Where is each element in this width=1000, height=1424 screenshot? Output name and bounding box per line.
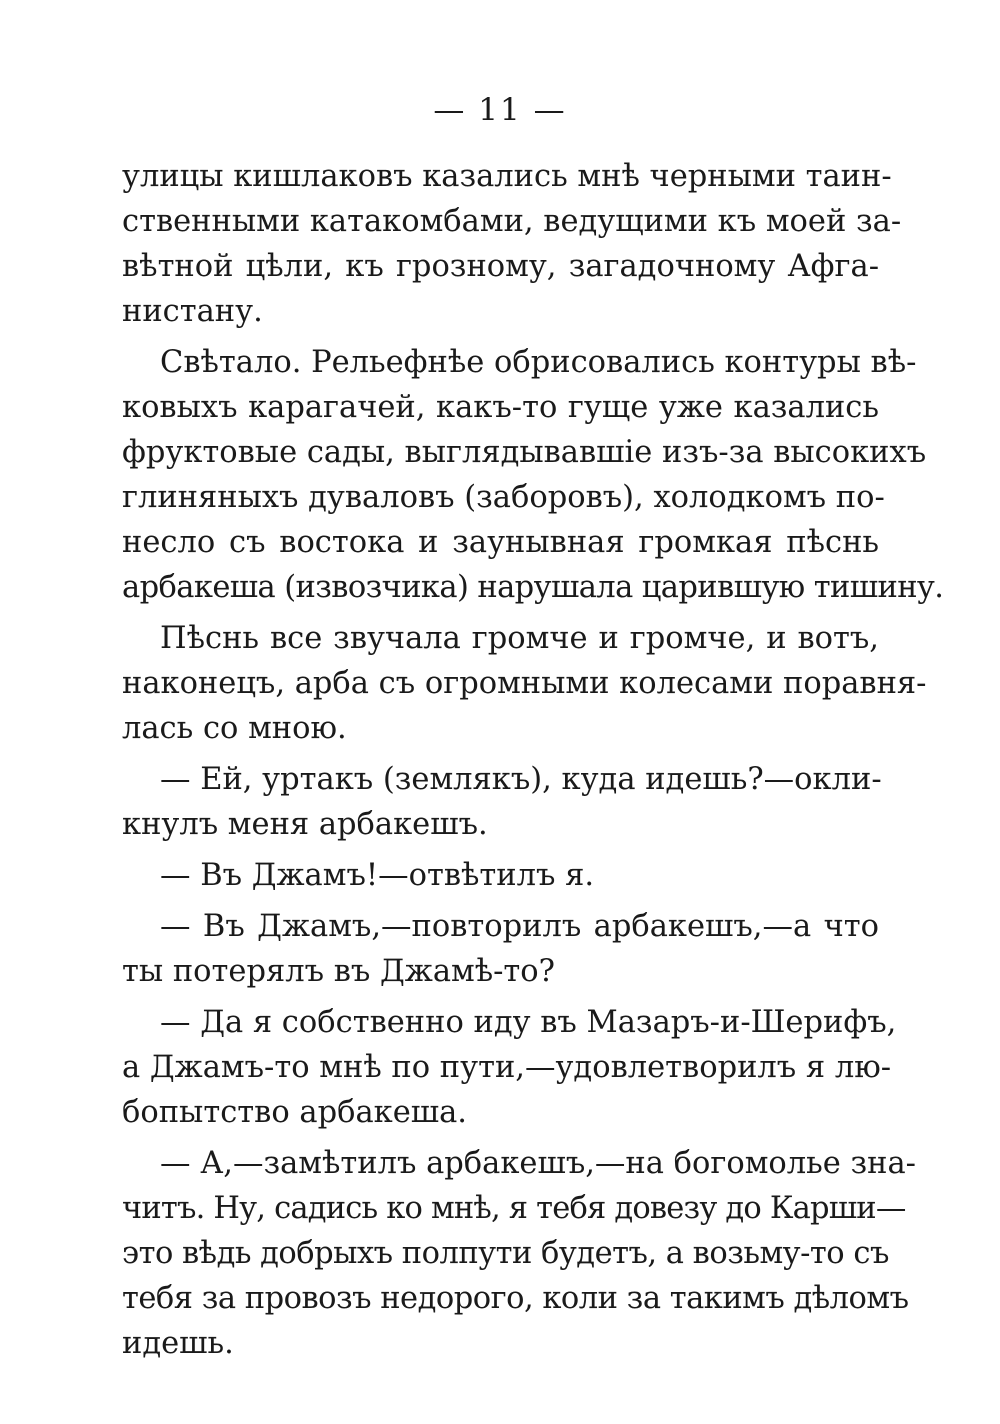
dialogue-line: — Въ Джамъ,—повторилъ арбакешъ,—а что (160, 909, 879, 944)
text-line: арбакеша (извозчика) нарушала царившую тишину. (122, 570, 944, 605)
paragraph-first-line: Пѣснь все звучала громче и громче, и вотъ, (160, 621, 879, 656)
text-line: несло съ востока и заунывная громкая пѣснь (122, 525, 879, 560)
page-number: — 11 — (433, 92, 567, 128)
text-line: улицы кишлаковъ казались мнѣ черными таин- (122, 159, 892, 194)
dialogue-line: — А,—замѣтилъ арбакешъ,—на богомолье зна- (160, 1146, 916, 1181)
text-line: идешь. (122, 1326, 234, 1361)
text-line: глиняныхъ дуваловъ (заборовъ), холодкомъ по- (122, 480, 885, 515)
text-line: кнулъ меня арбакешъ. (122, 807, 488, 842)
text-line: это вѣдь добрыхъ полпути будетъ, а возьму-то съ (122, 1236, 889, 1271)
text-line: а Джамъ-то мнѣ по пути,—удовлетворилъ я лю- (122, 1050, 892, 1085)
text-line: фруктовые сады, выглядывавшіе изъ-за высокихъ (122, 435, 927, 470)
paragraph-first-line: Свѣтало. Рельефнѣе обрисовались контуры вѣ- (160, 345, 917, 380)
dialogue-line: — Въ Джамъ!—отвѣтилъ я. (160, 858, 595, 893)
dialogue-line: — Ей, уртакъ (землякъ), куда идешь?—окли- (160, 762, 882, 797)
dialogue-line: — Да я собственно иду въ Мазаръ-и-Шерифъ, (160, 1005, 897, 1040)
text-line: лась со мною. (122, 711, 347, 746)
text-line: нистану. (122, 294, 263, 329)
text-line: читъ. Ну, садись ко мнѣ, я тебя довезу до Карши— (122, 1191, 906, 1226)
text-line: вѣтной цѣли, къ грозному, загадочному Афга- (122, 249, 879, 284)
text-line: ственными катакомбами, ведущими къ моей за- (122, 204, 902, 239)
text-line: наконецъ, арба съ огромными колесами поравня- (122, 666, 927, 701)
text-line: ковыхъ карагачей, какъ-то гуще уже казались (122, 390, 879, 425)
text-line: бопытство арбакеша. (122, 1095, 467, 1130)
text-line: ты потерялъ въ Джамѣ-то? (122, 954, 556, 989)
text-line: тебя за провозъ недорого, коли за такимъ дѣломъ (122, 1281, 909, 1316)
